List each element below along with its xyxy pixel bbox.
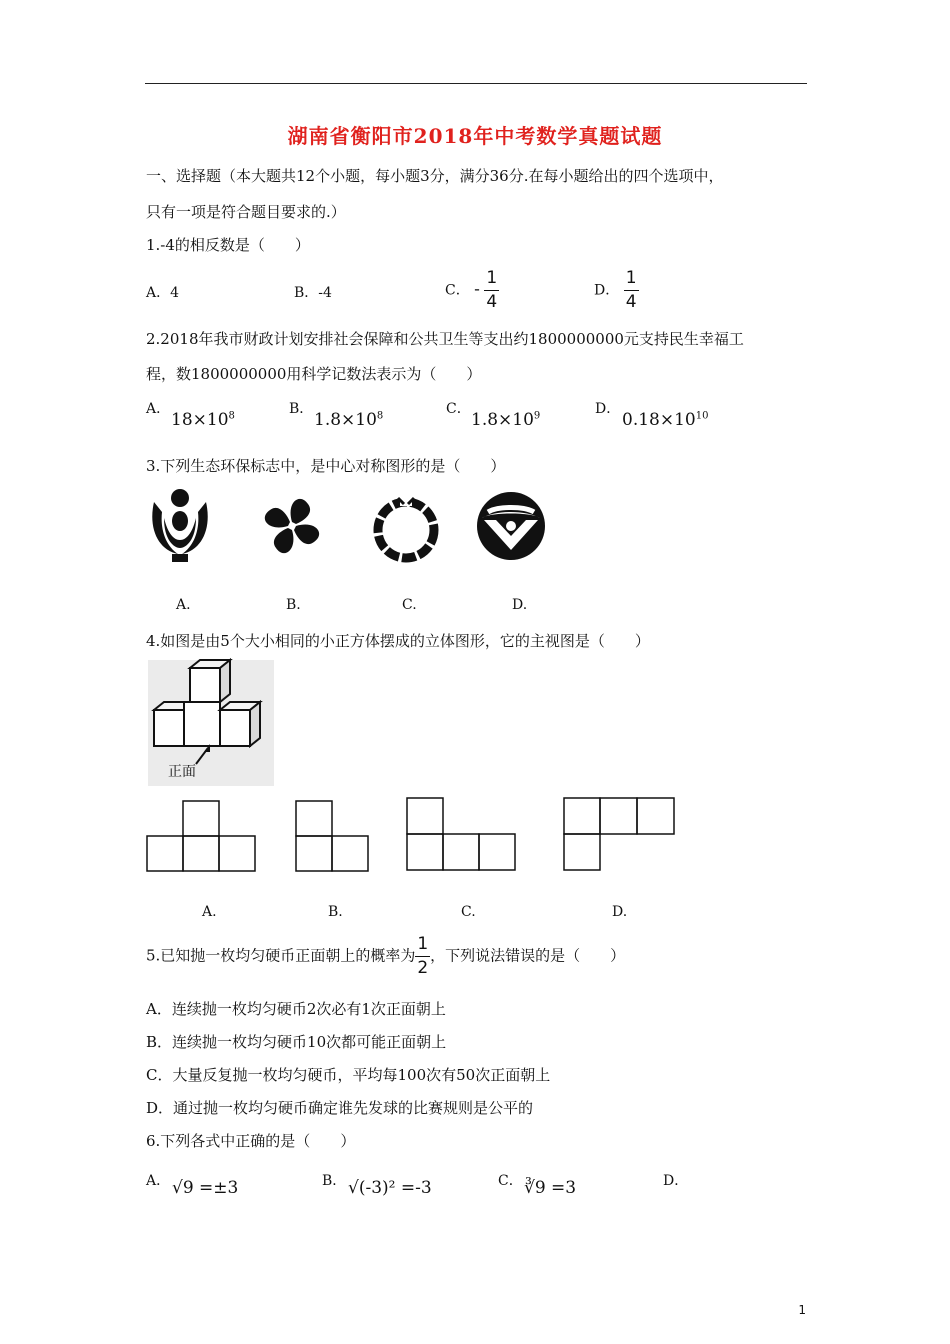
q5-option-d: D．通过抛一枚均匀硬币确定谁先发球的比赛规则是公平的 xyxy=(146,1099,534,1117)
q1-option-a: A．4 xyxy=(146,285,180,301)
q4-option-b: B. xyxy=(328,904,343,920)
q2-a-mantissa: 18×10 xyxy=(171,410,229,430)
q5-stem-post: ，下列说法错误的是（ ） xyxy=(430,946,626,965)
q3-stem: 3.下列生态环保标志中，是中心对称图形的是（ ） xyxy=(146,457,506,475)
q5-stem xyxy=(146,936,625,977)
q4-option-a-view xyxy=(146,800,256,872)
q1-d-denominator: 4 xyxy=(625,292,637,312)
document-title: 湖南省衡阳市2018年中考数学真题试题 xyxy=(287,124,663,148)
q6-option-a-expr: √9 =±3 xyxy=(172,1178,239,1198)
q6-option-a-label: A． xyxy=(146,1173,171,1189)
q5-fraction xyxy=(415,936,430,977)
q3-logo-a-image xyxy=(148,488,212,566)
q2-option-c-label: C． xyxy=(446,401,471,417)
q5-option-c: C．大量反复抛一枚均匀硬币，平均每100次有50次正面朝上 xyxy=(146,1066,551,1084)
q2-c-exponent: 9 xyxy=(533,410,541,422)
q1-option-c-label: C． xyxy=(445,282,470,299)
q6-stem: 6.下列各式中正确的是（ ） xyxy=(146,1132,356,1150)
q2-stem-line1: 2.2018年我市财政计划安排社会保障和公共卫生等支出约1800000000元支持民生幸福工 xyxy=(146,330,744,348)
header-rule xyxy=(145,83,807,84)
section-instructions-line1: 一、选择题（本大题共12个小题，每小题3分，满分36分.在每小题给出的四个选项中， xyxy=(146,167,724,185)
q2-option-c xyxy=(471,410,540,430)
q4-option-c: C. xyxy=(461,904,476,920)
q5-numerator: 1 xyxy=(417,934,429,954)
q1-option-c-fraction xyxy=(484,270,499,311)
q4-option-a: A. xyxy=(202,904,217,920)
q4-front-label: 正面 xyxy=(168,764,196,780)
q4-option-d-view xyxy=(563,797,675,872)
q3-option-d: D. xyxy=(512,597,528,613)
q1-option-d-label: D． xyxy=(594,282,620,299)
q2-c-mantissa: 1.8×10 xyxy=(471,410,534,430)
q2-option-d-label: D． xyxy=(595,401,621,417)
q2-option-b xyxy=(314,410,383,430)
q1-c-denominator: 4 xyxy=(486,292,498,312)
q4-option-b-view xyxy=(295,800,369,872)
q2-b-exponent: 8 xyxy=(376,410,384,422)
q2-d-mantissa: 0.18×10 xyxy=(622,410,696,430)
q6-option-c-label: C． xyxy=(498,1173,523,1189)
q3-logo-d-image xyxy=(474,490,548,562)
q5-option-b: B．连续抛一枚均匀硬币10次都可能正面朝上 xyxy=(146,1033,447,1051)
q1-option-d xyxy=(594,270,639,311)
q2-d-exponent: 10 xyxy=(695,410,709,422)
q4-cube-figure xyxy=(148,660,274,786)
q3-option-b: B. xyxy=(286,597,301,613)
q5-stem-pre: 5.已知抛一枚均匀硬币正面朝上的概率为 xyxy=(146,946,416,965)
q3-logo-c-image xyxy=(368,490,444,566)
q6-option-b-label: B． xyxy=(322,1173,347,1189)
q6-option-c-expr: ∛9 =3 xyxy=(524,1178,577,1198)
q1-stem: 1.-4的相反数是（ ） xyxy=(146,236,310,254)
q2-a-exponent: 8 xyxy=(228,410,235,422)
q2-option-a xyxy=(171,410,235,430)
q1-c-numerator: 1 xyxy=(486,268,498,288)
q1-d-numerator: 1 xyxy=(625,268,637,288)
q5-denominator: 2 xyxy=(417,958,429,978)
q1-option-c xyxy=(445,270,499,311)
q3-option-c: C. xyxy=(402,597,417,613)
q1-option-b: B．-4 xyxy=(294,285,332,301)
q2-option-a-label: A． xyxy=(146,401,171,417)
q6-option-d-label: D． xyxy=(663,1173,689,1189)
q2-option-d xyxy=(622,410,708,430)
q1-option-d-fraction xyxy=(624,270,639,311)
q4-option-d: D. xyxy=(612,904,628,920)
page-number: 1 xyxy=(798,1303,806,1317)
q1-option-c-sign: - xyxy=(474,279,480,300)
q6-option-b-expr: √(-3)² =-3 xyxy=(348,1178,432,1198)
q2-option-b-label: B． xyxy=(289,401,314,417)
q2-b-mantissa: 1.8×10 xyxy=(314,410,377,430)
q3-option-a: A. xyxy=(176,597,191,613)
section-instructions-line2: 只有一项是符合题目要求的.） xyxy=(146,203,346,221)
q4-option-c-view xyxy=(406,797,516,872)
q4-stem: 4.如图是由5个大小相同的小正方体摆成的立体图形，它的主视图是（ ） xyxy=(146,632,650,650)
q3-logo-b-image xyxy=(252,490,332,562)
q2-stem-line2: 程，数1800000000用科学记数法表示为（ ） xyxy=(146,365,482,383)
q5-option-a: A．连续抛一枚均匀硬币2次必有1次正面朝上 xyxy=(146,1000,446,1018)
